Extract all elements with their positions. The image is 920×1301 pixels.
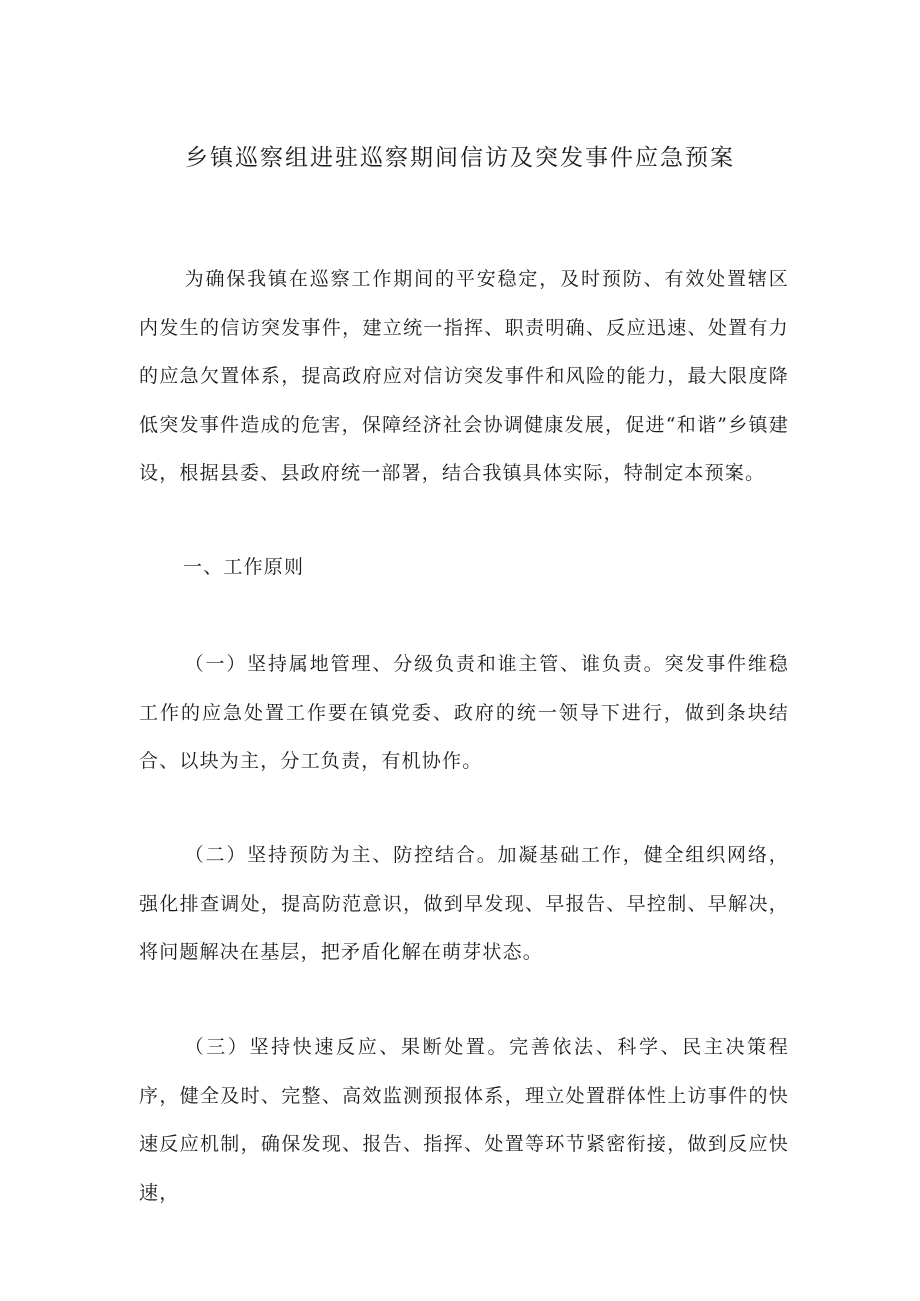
intro-paragraph: 为确保我镇在巡察工作期间的平安稳定，及时预防、有效处置辖区内发生的信访突发事件，建立统一指挥、职责明确、反应迅速、处置有力的应急欠置体系，提高政府应对信访突发事件和风险的能力，最大限度降低突发事件造成的危害，保障经济社会协调健康发展，促进“和谐”乡镇建设，根据县委、县政府统一部署，结合我镇具体实际，特制定本预案。 xyxy=(139,268,789,484)
document-title: 乡镇巡察组进驻巡察期间信访及突发事件应急预案 xyxy=(185,145,735,171)
principle-paragraph-1: （一）坚持属地管理、分级负责和谁主管、谁负责。突发事件维稳工作的应急处置工作要在镇党委、政府的统一领导下进行，做到条块结合、以块为主，分工负责，有机协作。 xyxy=(139,653,789,772)
principle-paragraph-2: （二）坚持预防为主、防控结合。加凝基础工作，健全组织网络，强化排查调处，提高防范意识，做到早发现、早报告、早控制、早解决，将问题解决在基层，把矛盾化解在萌芽状态。 xyxy=(139,844,789,963)
principle-paragraph-3: （三）坚持快速反应、果断处置。完善依法、科学、民主决策程序，健全及时、完整、高效监测预报体系，理立处置群体性上访事件的快速反应机制，确保发现、报告、指挥、处置等环节紧密衔接，做到反应快速， xyxy=(139,1036,789,1204)
section-heading-work-principles: 一、工作原则 xyxy=(183,556,305,578)
